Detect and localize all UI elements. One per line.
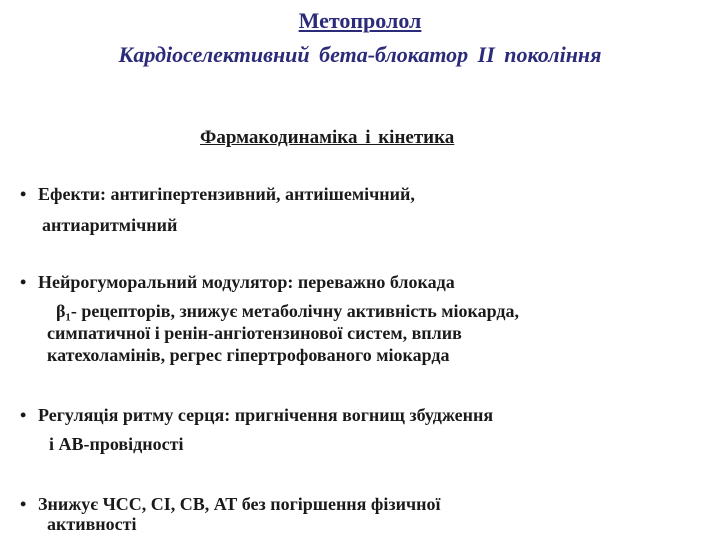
list-item-line: Регуляція ритму серця: пригнічення вогнищ збудження — [38, 405, 494, 425]
page-subtitle: Кардіоселективний бета-блокатор II покоління — [118, 42, 602, 67]
section-heading: Фармакодинаміка і кінетика — [200, 127, 455, 148]
list-item — [20, 493, 700, 539]
list-item — [20, 271, 700, 371]
page-title: Метопролол — [298, 8, 422, 33]
list-item-line: катехоламінів, регрес гіпертрофованого міокарда — [47, 345, 450, 365]
list-item-line: Ефекти: антигіпертензивний, антиішемічний, — [38, 184, 415, 204]
list-item — [20, 183, 700, 243]
list-item-line: антиаритмічний — [42, 215, 178, 235]
list-item-line: активності — [47, 514, 137, 534]
list-item-line: β₁- рецепторів, знижує метаболічну активність міокарда, — [56, 301, 519, 321]
bullet-icon: • — [20, 272, 27, 292]
list-item-line: Знижує ЧСС, СІ, СВ, АТ без погіршення фізичної — [38, 494, 441, 514]
bullet-icon: • — [20, 405, 27, 425]
bullet-icon: • — [20, 494, 27, 514]
list-item-line: Нейрогуморальний модулятор: переважно блокада — [38, 272, 455, 292]
list-item — [20, 404, 700, 458]
list-item-line: симпатичної і ренін-ангіотензинової систем, вплив — [47, 323, 462, 343]
list-item-line: і АВ-провідності — [49, 434, 184, 454]
bullet-icon: • — [20, 184, 27, 204]
